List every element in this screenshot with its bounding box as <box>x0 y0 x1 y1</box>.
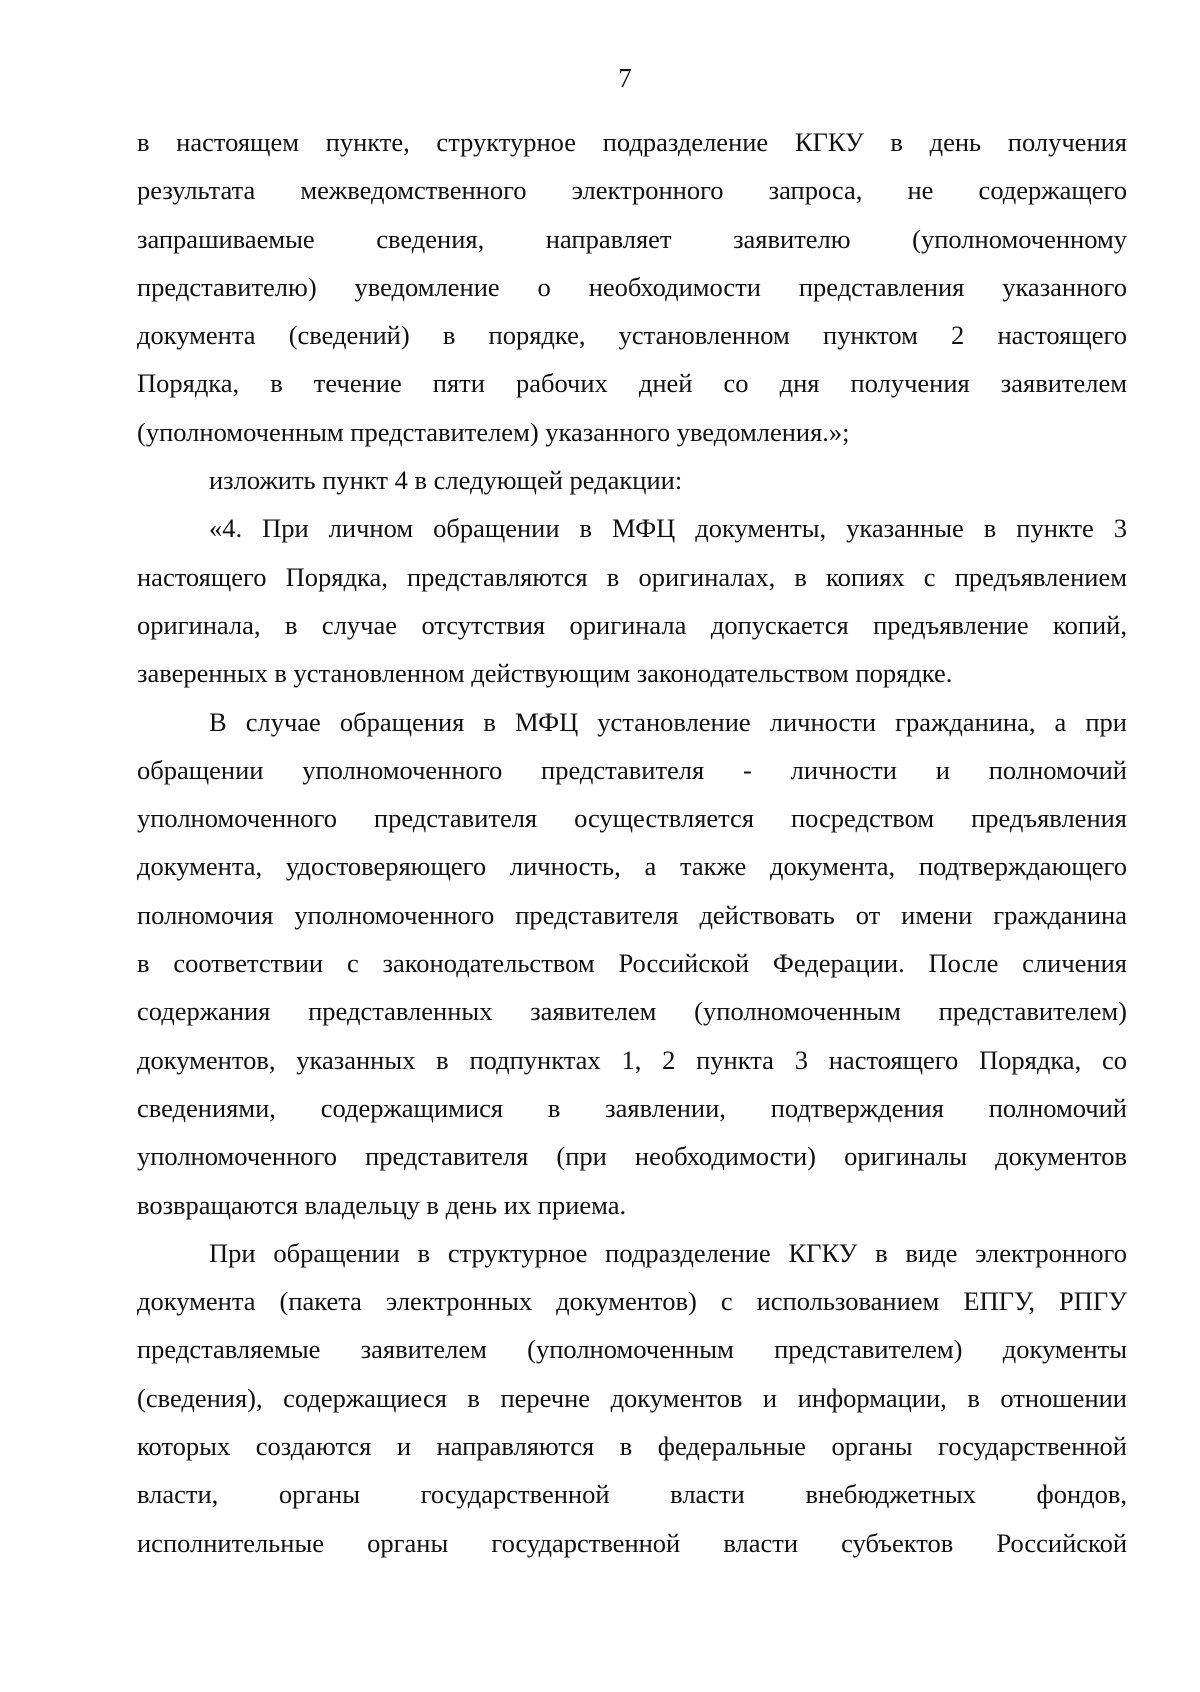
paragraph-line: Порядка, в течение пяти рабочих дней со дня получения заявителем <box>137 368 1127 399</box>
paragraph-line: исполнительные органы государственной власти субъектов Российской <box>137 1527 1127 1558</box>
paragraph-line: уполномоченного представителя (при необходимости) оригиналы документов <box>137 1141 1127 1172</box>
paragraph-line: власти, органы государственной власти внебюджетных фондов, <box>137 1479 1127 1510</box>
paragraph-line: представляемые заявителем (уполномоченным представителем) документы <box>137 1334 1127 1365</box>
paragraph-line: «4. При личном обращении в МФЦ документы, указанные в пункте 3 <box>209 513 1127 544</box>
paragraph-line: документа (сведений) в порядке, установленном пунктом 2 настоящего <box>137 320 1127 351</box>
paragraph-line: (уполномоченным представителем) указанного уведомления.»; <box>137 416 850 447</box>
paragraph <box>137 456 1127 504</box>
paragraph-line: изложить пункт 4 в следующей редакции: <box>209 465 683 496</box>
paragraph <box>137 504 1127 697</box>
paragraph-line: уполномоченного представителя осуществляется посредством предъявления <box>137 803 1127 834</box>
paragraph-line: в соответствии с законодательством Российской Федерации. После сличения <box>137 948 1127 979</box>
paragraph-line: настоящего Порядка, представляются в оригиналах, в копиях с предъявлением <box>137 561 1127 592</box>
paragraph-line: При обращении в структурное подразделение КГКУ в виде электронного <box>209 1237 1127 1268</box>
paragraph-line: в настоящем пункте, структурное подразделение КГКУ в день получения <box>137 127 1127 157</box>
paragraph-line: заверенных в установленном действующим законодательством порядке. <box>137 658 953 689</box>
paragraph-line: содержания представленных заявителем (уполномоченным представителем) <box>137 996 1127 1027</box>
paragraph-line: документа, удостоверяющего личность, а также документа, подтверждающего <box>137 851 1127 882</box>
paragraph <box>137 698 1127 1229</box>
paragraph-line: В случае обращения в МФЦ установление личности гражданина, а при <box>209 706 1127 737</box>
paragraph-line: полномочия уполномоченного представителя действовать от имени гражданина <box>137 899 1127 930</box>
paragraph-line: представителю) уведомление о необходимости представления указанного <box>137 271 1127 302</box>
paragraph <box>137 1229 1127 1567</box>
paragraph-line: документа (пакета электронных документов) с использованием ЕПГУ, РПГУ <box>137 1286 1127 1317</box>
paragraph-line: документов, указанных в подпунктах 1, 2 пункта 3 настоящего Порядка, со <box>137 1044 1127 1075</box>
paragraph <box>137 118 1127 456</box>
paragraph-line: сведениями, содержащимися в заявлении, подтверждения полномочий <box>137 1092 1127 1123</box>
paragraph-line: возвращаются владельцу в день их приема. <box>137 1189 627 1220</box>
page-number: 7 <box>618 63 632 93</box>
document-body <box>137 118 1127 1567</box>
paragraph-line: оригинала, в случае отсутствия оригинала допускается предъявление копий, <box>137 609 1127 640</box>
paragraph-line: которых создаются и направляются в федеральные органы государственной <box>137 1431 1127 1462</box>
paragraph-line: результата межведомственного электронного запроса, не содержащего <box>137 175 1127 206</box>
paragraph-line: обращении уполномоченного представителя - личности и полномочий <box>137 754 1127 785</box>
paragraph-line: запрашиваемые сведения, направляет заявителю (уполномоченному <box>137 223 1127 254</box>
paragraph-line: (сведения), содержащиеся в перечне документов и информации, в отношении <box>137 1382 1127 1413</box>
